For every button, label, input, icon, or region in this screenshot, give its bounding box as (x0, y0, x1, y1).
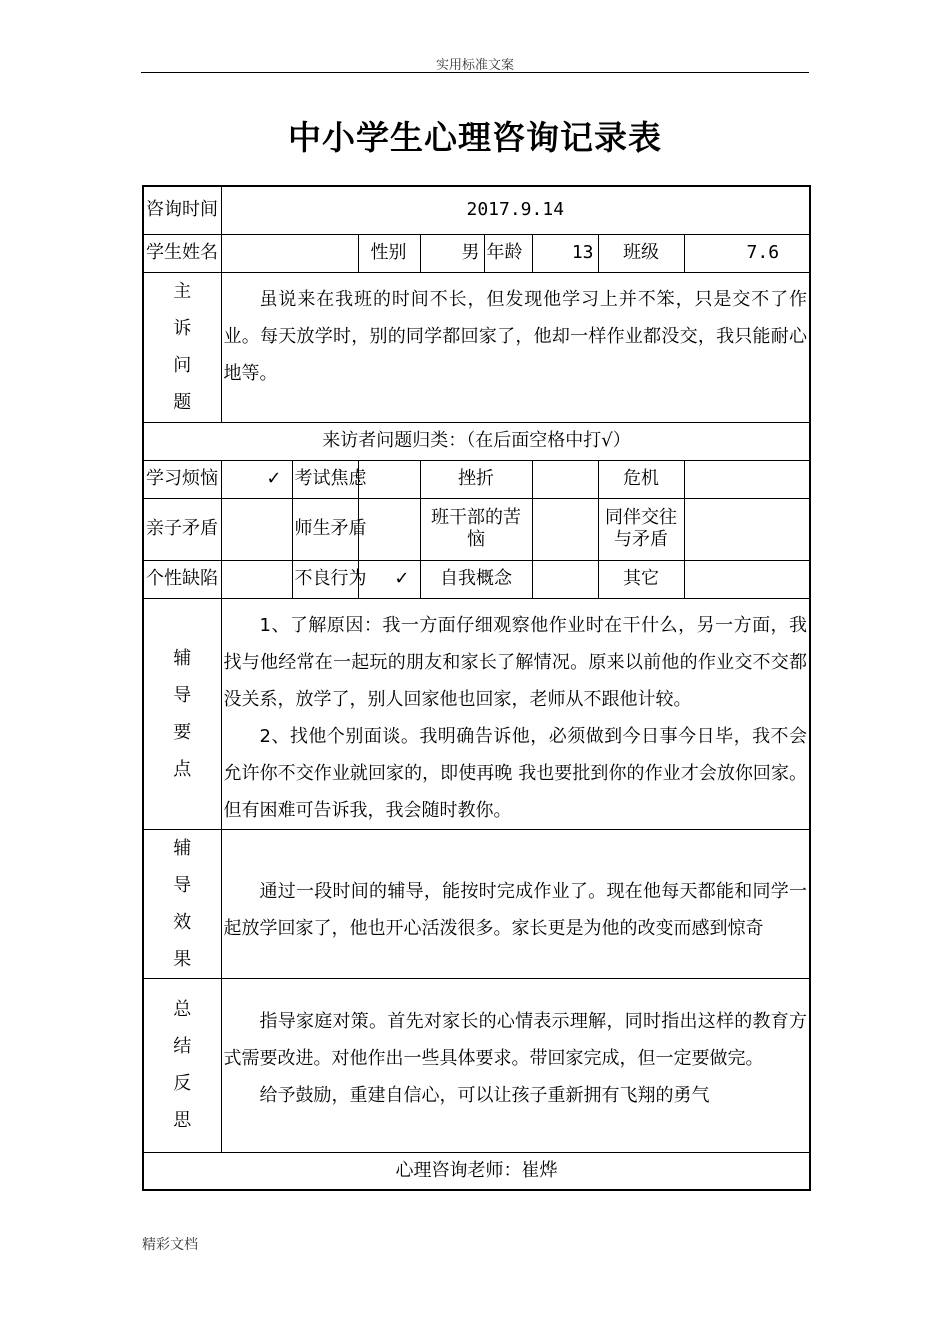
category-label: 学习烦恼 (143, 460, 221, 498)
student-name-label: 学生姓名 (143, 234, 221, 272)
guidance-points-label (143, 598, 221, 829)
guidance-points-label-char: 要 (173, 721, 192, 743)
category-label: 考试焦虑 (292, 460, 358, 498)
guidance-effect-label-char: 效 (173, 911, 192, 933)
category-label: 亲子矛盾 (143, 498, 221, 560)
class-value: 7.6 (684, 234, 810, 272)
category-label: 自我概念 (420, 560, 532, 598)
guidance-effect-label-char: 辅 (173, 837, 192, 859)
consult-time-row (143, 186, 810, 234)
guidance-effect-label-char: 导 (173, 874, 192, 896)
category-label: 其它 (598, 560, 684, 598)
page-footer-text: 精彩文档 (142, 1237, 198, 1253)
category-checkbox[interactable] (684, 498, 810, 560)
category-label: 不良行为 (292, 560, 358, 598)
gender-label: 性别 (358, 234, 420, 272)
summary-text-cell (221, 978, 810, 1152)
guidance-points-paragraph: 2、找他个别面谈。我明确告诉他，必须做到今日事今日毕，我不会允许你不交作业就回家的，即使再晚 我也要批到你的作业才会放你回家。但有困难可告诉我，我会随时教你。 (223, 725, 808, 821)
summary-label-char: 思 (173, 1110, 192, 1131)
guidance-points-label-char: 辅 (173, 647, 192, 669)
counselor-row (143, 1152, 810, 1190)
age-label: 年龄 (484, 234, 532, 272)
complaint-label-char: 诉 (173, 318, 192, 339)
guidance-points-paragraph: 1、了解原因：我一方面仔细观察他作业时在干什么，另一方面，我找与他经常在一起玩的朋友和家长了解情况。原来以前他的作业交不交都没关系，放学了，别人回家他也回家，老师从不跟他计较。 (223, 614, 808, 710)
student-name-value (221, 234, 358, 272)
category-checkbox[interactable] (358, 460, 420, 498)
guidance-points-label-char: 点 (173, 758, 192, 780)
guidance-effect-label-char: 果 (173, 948, 192, 970)
category-checkbox[interactable] (221, 498, 292, 560)
category-label: 危机 (598, 460, 684, 498)
classification-row (143, 460, 810, 498)
guidance-points-text-cell (221, 598, 810, 829)
record-table (142, 185, 811, 1191)
category-checkbox[interactable]: ✓ (358, 560, 420, 598)
guidance-effect-row (143, 829, 810, 978)
consult-time-label: 咨询时间 (143, 186, 221, 234)
summary-row (143, 978, 810, 1152)
category-checkbox[interactable] (358, 498, 420, 560)
category-checkbox[interactable] (684, 460, 810, 498)
summary-label-char: 总 (173, 999, 192, 1020)
category-checkbox[interactable] (532, 498, 598, 560)
guidance-points-row (143, 598, 810, 829)
complaint-row (143, 272, 810, 422)
classification-heading-row (143, 422, 810, 460)
classification-heading: 来访者问题归类：（在后面空格中打√） (143, 422, 810, 460)
category-label: 同伴交往与矛盾 (598, 498, 684, 560)
complaint-label (143, 272, 221, 422)
page-header-text: 实用标准文案 (435, 58, 514, 73)
summary-label-char: 结 (173, 1036, 192, 1057)
student-info-row (143, 234, 810, 272)
category-checkbox[interactable] (221, 560, 292, 598)
summary-label-char: 反 (173, 1073, 192, 1094)
category-checkbox[interactable] (684, 560, 810, 598)
classification-row (143, 560, 810, 598)
age-value: 13 (532, 234, 598, 272)
header-rule (141, 72, 809, 73)
category-label: 个性缺陷 (143, 560, 221, 598)
summary-paragraph: 给予鼓励，重建自信心，可以让孩子重新拥有飞翔的勇气 (259, 1084, 710, 1106)
summary-label (143, 978, 221, 1152)
guidance-effect-text: 通过一段时间的辅导，能按时完成作业了。现在他每天都能和同学一起放学回家了，他也开心活泼很多。家长更是为他的改变而感到惊奇 (223, 880, 808, 939)
complaint-label-char: 题 (173, 392, 192, 413)
consult-time-value: 2017.9.14 (221, 186, 810, 234)
complaint-label-char: 问 (173, 355, 192, 376)
guidance-effect-label (143, 829, 221, 978)
complaint-label-char: 主 (173, 281, 192, 302)
guidance-effect-text-cell (221, 829, 810, 978)
category-checkbox[interactable] (532, 460, 598, 498)
category-checkbox[interactable]: ✓ (221, 460, 292, 498)
category-label: 师生矛盾 (292, 498, 358, 560)
document-title: 中小学生心理咨询记录表 (288, 118, 662, 157)
category-label: 挫折 (420, 460, 532, 498)
category-label: 班干部的苦恼 (420, 498, 532, 560)
counselor-signature: 心理咨询老师：崔烨 (143, 1152, 810, 1190)
complaint-text-cell (221, 272, 810, 422)
summary-paragraph: 指导家庭对策。首先对家长的心情表示理解，同时指出这样的教育方式需要改进。对他作出一些具体要求。带回家完成，但一定要做完。 (223, 1010, 808, 1069)
category-checkbox[interactable] (532, 560, 598, 598)
gender-value: 男 (420, 234, 484, 272)
complaint-text: 虽说来在我班的时间不长，但发现他学习上并不笨，只是交不了作业。每天放学时，别的同学都回家了，他却一样作业都没交，我只能耐心地等。 (223, 288, 808, 384)
guidance-points-label-char: 导 (173, 684, 192, 706)
classification-row (143, 498, 810, 560)
class-label: 班级 (598, 234, 684, 272)
